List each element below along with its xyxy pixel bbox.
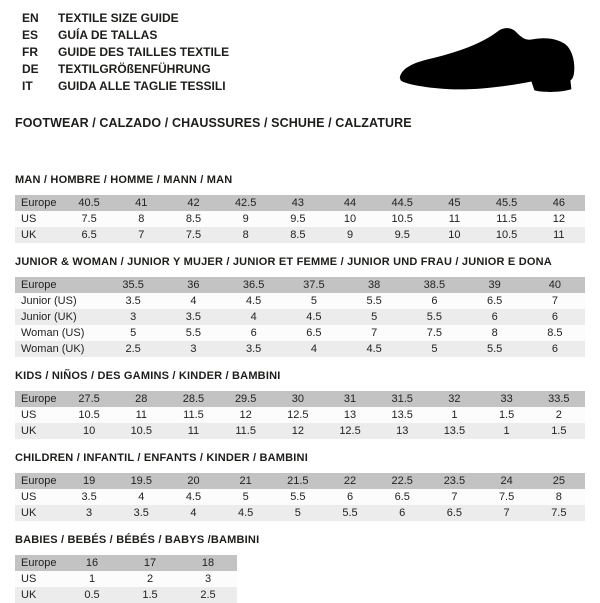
- size-cell: 4.5: [224, 293, 284, 309]
- size-cell: 19: [63, 473, 115, 489]
- size-cell: 4.5: [284, 309, 344, 325]
- size-cell: 11.5: [167, 407, 219, 423]
- size-cell: 9: [220, 211, 272, 227]
- row-label: Europe: [15, 473, 63, 489]
- size-cell: 6: [465, 309, 525, 325]
- size-section-children: [15, 452, 585, 521]
- size-cell: 3.5: [63, 489, 115, 505]
- language-code: IT: [22, 79, 33, 93]
- size-cell: 3.5: [115, 505, 167, 521]
- size-cell: 10: [324, 211, 376, 227]
- size-cell: 44.5: [376, 195, 428, 211]
- size-cell: 45.5: [481, 195, 533, 211]
- row-label: Europe: [15, 277, 103, 293]
- size-cell: 6: [525, 309, 585, 325]
- size-cell: 6: [224, 325, 284, 341]
- size-cell: 30: [272, 391, 324, 407]
- size-cell: 29.5: [220, 391, 272, 407]
- size-table-kids: [15, 391, 585, 439]
- size-cell: 1.5: [481, 407, 533, 423]
- size-cell: 11: [428, 211, 480, 227]
- size-cell: 11: [115, 407, 167, 423]
- row-label: UK: [15, 423, 63, 439]
- size-cell: 6: [525, 341, 585, 357]
- row-label: UK: [15, 227, 63, 243]
- size-cell: 36: [163, 277, 223, 293]
- size-cell: 40.5: [63, 195, 115, 211]
- size-cell: 31: [324, 391, 376, 407]
- size-cell: 19.5: [115, 473, 167, 489]
- size-cell: 8: [533, 489, 585, 505]
- size-cell: 5.5: [272, 489, 324, 505]
- size-cell: 5: [344, 309, 404, 325]
- size-cell: 13.5: [428, 423, 480, 439]
- row-label: US: [15, 571, 63, 587]
- size-cell: 33.5: [533, 391, 585, 407]
- size-cell: 2: [533, 407, 585, 423]
- size-cell: 28.5: [167, 391, 219, 407]
- table-row: [15, 423, 585, 439]
- size-cell: 24: [481, 473, 533, 489]
- size-cell: 5.5: [404, 309, 464, 325]
- size-cell: 5.5: [163, 325, 223, 341]
- size-cell: 11: [167, 423, 219, 439]
- table-row: [15, 391, 585, 407]
- size-cell: 6.5: [376, 489, 428, 505]
- size-cell: 25: [533, 473, 585, 489]
- size-cell: 38: [344, 277, 404, 293]
- size-cell: 38.5: [404, 277, 464, 293]
- language-code: ES: [22, 28, 39, 42]
- section-title: MAN / HOMBRE / HOMME / MANN / MAN: [15, 174, 233, 186]
- size-cell: 10.5: [115, 423, 167, 439]
- size-cell: 12.5: [272, 407, 324, 423]
- size-cell: 11: [533, 227, 585, 243]
- size-cell: 11.5: [220, 423, 272, 439]
- table-row: [15, 195, 585, 211]
- size-cell: 6.5: [284, 325, 344, 341]
- size-cell: 21.5: [272, 473, 324, 489]
- size-cell: 18: [179, 555, 237, 571]
- size-cell: 7.5: [167, 227, 219, 243]
- row-label: Europe: [15, 195, 63, 211]
- size-cell: 4: [224, 309, 284, 325]
- size-cell: 7: [115, 227, 167, 243]
- size-cell: 6.5: [63, 227, 115, 243]
- table-row: [15, 341, 585, 357]
- size-cell: 28: [115, 391, 167, 407]
- size-cell: 5: [272, 505, 324, 521]
- size-cell: 39: [465, 277, 525, 293]
- size-cell: 2: [121, 571, 179, 587]
- size-cell: 22.5: [376, 473, 428, 489]
- section-title: CHILDREN / INFANTIL / ENFANTS / KINDER / BAMBINI: [15, 452, 308, 464]
- size-cell: 8.5: [167, 211, 219, 227]
- size-cell: 4: [167, 505, 219, 521]
- size-cell: 37.5: [284, 277, 344, 293]
- size-cell: 8: [115, 211, 167, 227]
- row-label: Junior (UK): [15, 309, 103, 325]
- size-table-junior-woman: [15, 277, 585, 357]
- size-cell: 1.5: [533, 423, 585, 439]
- size-cell: 10: [63, 423, 115, 439]
- size-cell: 6.5: [465, 293, 525, 309]
- size-cell: 4: [163, 293, 223, 309]
- size-cell: 9.5: [376, 227, 428, 243]
- size-cell: 13.5: [376, 407, 428, 423]
- size-cell: 7.5: [533, 505, 585, 521]
- table-row: [15, 407, 585, 423]
- size-cell: 5: [284, 293, 344, 309]
- section-title: JUNIOR & WOMAN / JUNIOR Y MUJER / JUNIOR ET FEMME / JUNIOR UND FRAU / JUNIOR E DONA: [15, 256, 552, 268]
- size-cell: 35.5: [103, 277, 163, 293]
- size-cell: 8: [465, 325, 525, 341]
- size-cell: 5.5: [465, 341, 525, 357]
- row-label: US: [15, 407, 63, 423]
- language-label: GUIDE DES TAILLES TEXTILE: [58, 45, 230, 59]
- row-label: US: [15, 211, 63, 227]
- size-cell: 5: [103, 325, 163, 341]
- size-cell: 44: [324, 195, 376, 211]
- size-table-babies: [15, 555, 237, 603]
- table-row: [15, 309, 585, 325]
- row-label: Junior (US): [15, 293, 103, 309]
- row-label: Woman (UK): [15, 341, 103, 357]
- size-section-babies: [15, 534, 585, 603]
- row-label: UK: [15, 505, 63, 521]
- table-row: [15, 227, 585, 243]
- size-cell: 12: [220, 407, 272, 423]
- size-cell: 41: [115, 195, 167, 211]
- size-cell: 6: [376, 505, 428, 521]
- size-cell: 4.5: [344, 341, 404, 357]
- size-cell: 43: [272, 195, 324, 211]
- size-cell: 7: [481, 505, 533, 521]
- table-row: [15, 293, 585, 309]
- row-label: UK: [15, 587, 63, 603]
- size-cell: 8.5: [525, 325, 585, 341]
- size-cell: 7.5: [481, 489, 533, 505]
- size-section-kids: [15, 370, 585, 439]
- size-cell: 13: [324, 407, 376, 423]
- size-cell: 31.5: [376, 391, 428, 407]
- size-cell: 3: [103, 309, 163, 325]
- size-cell: 17: [121, 555, 179, 571]
- language-code: DE: [22, 62, 39, 76]
- size-cell: 3.5: [224, 341, 284, 357]
- size-cell: 6: [404, 293, 464, 309]
- size-cell: 10.5: [481, 227, 533, 243]
- table-row: [15, 325, 585, 341]
- size-cell: 1: [63, 571, 121, 587]
- size-cell: 12: [272, 423, 324, 439]
- size-cell: 10.5: [376, 211, 428, 227]
- size-cell: 2.5: [179, 587, 237, 603]
- size-cell: 42: [167, 195, 219, 211]
- size-cell: 23.5: [428, 473, 480, 489]
- table-row: [15, 489, 585, 505]
- language-code: FR: [22, 45, 38, 59]
- size-cell: 7.5: [63, 211, 115, 227]
- size-cell: 7: [344, 325, 404, 341]
- size-cell: 45: [428, 195, 480, 211]
- size-cell: 1: [428, 407, 480, 423]
- category-heading: FOOTWEAR / CALZADO / CHAUSSURES / SCHUHE / CALZATURE: [15, 116, 412, 130]
- size-cell: 4: [284, 341, 344, 357]
- size-cell: 7: [525, 293, 585, 309]
- size-tables: [15, 174, 585, 603]
- size-cell: 4.5: [167, 489, 219, 505]
- size-cell: 36.5: [224, 277, 284, 293]
- table-row: [15, 277, 585, 293]
- size-cell: 46: [533, 195, 585, 211]
- size-cell: 12.5: [324, 423, 376, 439]
- size-cell: 3.5: [103, 293, 163, 309]
- size-cell: 5.5: [324, 505, 376, 521]
- size-cell: 1.5: [121, 587, 179, 603]
- size-cell: 5.5: [344, 293, 404, 309]
- size-cell: 3.5: [163, 309, 223, 325]
- size-cell: 8: [220, 227, 272, 243]
- size-cell: 3: [163, 341, 223, 357]
- size-cell: 33: [481, 391, 533, 407]
- size-cell: 3: [63, 505, 115, 521]
- size-table-children: [15, 473, 585, 521]
- size-cell: 2.5: [103, 341, 163, 357]
- size-cell: 4.5: [220, 505, 272, 521]
- size-table-man: [15, 195, 585, 243]
- size-cell: 6: [324, 489, 376, 505]
- size-cell: 4: [115, 489, 167, 505]
- language-label: TEXTILGRÖßENFÜHRUNG: [58, 62, 211, 76]
- size-cell: 10.5: [63, 407, 115, 423]
- size-cell: 10: [428, 227, 480, 243]
- size-cell: 40: [525, 277, 585, 293]
- size-cell: 13: [376, 423, 428, 439]
- size-section-junior-woman: [15, 256, 585, 357]
- size-cell: 5: [220, 489, 272, 505]
- size-section-man: [15, 174, 585, 243]
- size-cell: 9: [324, 227, 376, 243]
- size-cell: 22: [324, 473, 376, 489]
- size-cell: 21: [220, 473, 272, 489]
- size-cell: 6.5: [428, 505, 480, 521]
- row-label: US: [15, 489, 63, 505]
- size-cell: 7: [428, 489, 480, 505]
- size-cell: 12: [533, 211, 585, 227]
- table-row: [15, 571, 237, 587]
- row-label: Woman (US): [15, 325, 103, 341]
- language-label: GUÍA DE TALLAS: [58, 28, 158, 42]
- size-cell: 20: [167, 473, 219, 489]
- language-code: EN: [22, 11, 39, 25]
- row-label: Europe: [15, 391, 63, 407]
- section-title: BABIES / BEBÉS / BÉBÉS / BABYS /BAMBINI: [15, 534, 260, 546]
- table-row: [15, 211, 585, 227]
- table-row: [15, 555, 237, 571]
- row-label: Europe: [15, 555, 63, 571]
- size-cell: 16: [63, 555, 121, 571]
- table-row: [15, 505, 585, 521]
- size-cell: 42.5: [220, 195, 272, 211]
- size-cell: 1: [481, 423, 533, 439]
- size-cell: 3: [179, 571, 237, 587]
- size-cell: 9.5: [272, 211, 324, 227]
- dress-shoe-icon: [392, 20, 587, 102]
- size-cell: 7.5: [404, 325, 464, 341]
- size-cell: 11.5: [481, 211, 533, 227]
- language-label: GUIDA ALLE TAGLIE TESSILI: [58, 79, 226, 93]
- language-label: TEXTILE SIZE GUIDE: [58, 11, 179, 25]
- size-cell: 0.5: [63, 587, 121, 603]
- section-title: KIDS / NIÑOS / DES GAMINS / KINDER / BAMBINI: [15, 370, 281, 382]
- size-cell: 8.5: [272, 227, 324, 243]
- table-row: [15, 473, 585, 489]
- table-row: [15, 587, 237, 603]
- size-cell: 5: [404, 341, 464, 357]
- size-cell: 27.5: [63, 391, 115, 407]
- size-cell: 32: [428, 391, 480, 407]
